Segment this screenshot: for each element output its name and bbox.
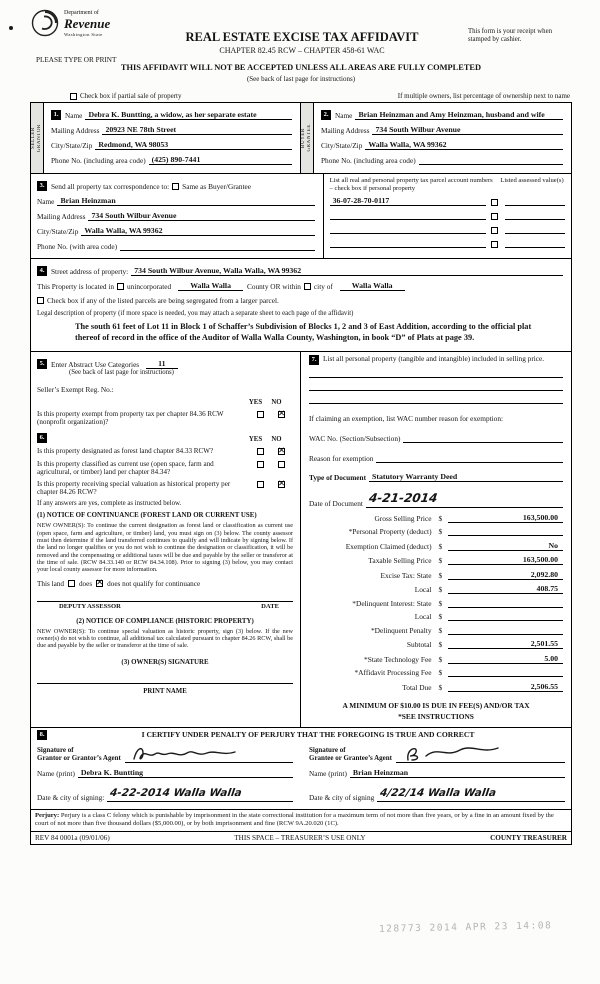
corr-mailing-field[interactable]: 734 South Wilbur Avenue: [88, 211, 314, 221]
minimum-fee-note: A MINIMUM OF $10.00 IS DUE IN FEE(S) AND/OR TAX: [342, 700, 530, 710]
notice2-title: (2) NOTICE OF COMPLIANCE (HISTORIC PROPERTY): [76, 617, 254, 625]
money-label: Excise Tax: State: [380, 570, 432, 580]
section5-see-back: (See back of last page for instructions): [69, 369, 174, 376]
money-row: [309, 668, 563, 677]
this-land-label: This land: [37, 579, 64, 588]
does-not-label: does not qualify for continuance: [107, 579, 201, 588]
dollar-sign: $: [438, 682, 443, 692]
certify-statement: I CERTIFY UNDER PENALTY OF PERJURY THAT THE FOREGOING IS TRUE AND CORRECT: [141, 730, 475, 739]
current-use-question-row: [37, 460, 293, 476]
segregated-label: Check box if any of the listed parcels are being segregated from a larger parcel.: [47, 296, 279, 305]
grantor-name-field[interactable]: Debra K. Buntting: [78, 768, 293, 778]
warning-text: THIS AFFIDAVIT WILL NOT BE ACCEPTED UNLESS ALL AREAS ARE FULLY COMPLETED: [120, 63, 482, 72]
grantor-signature-icon: [131, 744, 251, 764]
no-header: NO: [271, 436, 282, 444]
send-correspondence-label: Send all property tax correspondence to:: [51, 181, 170, 191]
rev-number: REV 84 0001a (09/01/06): [35, 833, 110, 842]
corr-name-field[interactable]: Brian Heinzman: [57, 196, 314, 206]
current-use-yes-checkbox[interactable]: [257, 461, 264, 468]
dollar-sign: $: [438, 541, 443, 551]
buyer-mailing-field[interactable]: 734 South Wilbur Avenue: [372, 125, 563, 135]
grantee-signature-label: Signature of Grantee or Grantee’s Agent: [309, 745, 393, 763]
located-in-label: This Property is located in: [37, 281, 115, 291]
grantor-signature-field[interactable]: [125, 743, 293, 763]
personal-property-checkbox[interactable]: [491, 241, 498, 248]
type-of-document-field[interactable]: Statutory Warranty Deed: [369, 472, 563, 482]
state-technology-fee-field[interactable]: 5.00: [448, 654, 563, 664]
grantee-word: GRANTEE: [307, 124, 312, 152]
money-row: [309, 541, 563, 551]
assessed-value-field[interactable]: [505, 211, 565, 220]
dollar-sign: $: [438, 612, 443, 621]
treasurer-space-label: THIS SPACE – TREASURER’S USE ONLY: [234, 833, 366, 842]
yes-no-header: [51, 436, 293, 443]
personal-property-line[interactable]: [309, 367, 563, 378]
personal-property-label: List all personal property (tangible and intangible) included in selling price.: [323, 354, 545, 363]
assessed-value-field[interactable]: [505, 197, 565, 206]
grantor-signature-label: Signature of Grantor or Grantor’s Agent: [37, 745, 121, 763]
parcel-row: [330, 238, 565, 248]
section3: [31, 173, 571, 258]
dollar-sign: $: [438, 556, 443, 565]
grantor-date-label: Date & city of signing:: [37, 792, 105, 802]
money-label: Exemption Claimed (deduct): [345, 541, 432, 551]
print-name-label: PRINT NAME: [143, 688, 187, 696]
grantee-date-field[interactable]: [377, 783, 565, 802]
exempt-reg-label: Seller’s Exempt Reg. No.:: [37, 385, 114, 394]
perjury-text: Perjury is a class C felony which is punishable by imprisonment in the state correctional institution for a maximum term of not more than five years, or by a fine in an amount fixed by the court of not more than five thousand dollars ($5,000.00), or by both imprisonment and fine (RCW 9A.20.020 (1C).: [35, 811, 554, 827]
yes-header: YES: [248, 436, 263, 444]
form-title: REAL ESTATE EXCISE TAX AFFIDAVIT: [185, 30, 419, 44]
does-not-checkbox[interactable]: [96, 580, 103, 587]
seller-side-label: [31, 103, 44, 173]
grantee-name-label: Name (print): [309, 768, 347, 778]
forest-land-question-text: Is this property designated as forest land chapter 84.33 RCW?: [37, 447, 214, 456]
street-address-label: Street address of property:: [51, 267, 129, 276]
city-of-label: city of: [313, 281, 333, 291]
seller-csz-field[interactable]: Redmond, WA 98053: [95, 140, 292, 150]
deputy-date-labels: [37, 602, 293, 610]
dollar-sign: $: [438, 654, 443, 664]
notice1-title: (1) NOTICE OF CONTINUANCE (FOREST LAND OR CURRENT USE): [37, 512, 257, 520]
abstract-use-field[interactable]: 11: [146, 359, 177, 369]
money-label: *State Technology Fee: [364, 654, 432, 664]
dollar-sign: $: [438, 570, 443, 580]
buyer-name-field[interactable]: Brian Heinzman and Amy Heinzman, husband and wife: [355, 110, 563, 120]
logo-washington-state: Washington State: [64, 31, 103, 37]
segregated-checkbox[interactable]: [37, 297, 44, 304]
corr-csz-label: City/State/Zip: [37, 227, 79, 236]
seller-mailing-field[interactable]: 20923 NE 78th Street: [102, 125, 292, 135]
dollar-sign: $: [438, 527, 443, 536]
affidavit-processing-fee-field[interactable]: [448, 668, 563, 677]
personal-property-deduct-field[interactable]: [448, 527, 563, 536]
dollar-sign: $: [438, 625, 443, 635]
corr-mailing-label: Mailing Address: [37, 212, 86, 221]
section7-badge: 7.: [309, 355, 319, 365]
see-instructions-note: *SEE INSTRUCTIONS: [398, 711, 474, 721]
grantee-date-handwriting: 4/22/14 Walla Walla: [379, 786, 498, 799]
taxable-selling-price-field[interactable]: 163,500.00: [448, 555, 563, 565]
exemption-note: If claiming an exemption, list WAC number reason for exemption:: [309, 414, 503, 423]
subtotal-field[interactable]: 2,501.55: [448, 639, 563, 649]
unincorporated-checkbox[interactable]: [117, 283, 124, 290]
treasurer-stamp: 128773 2014 APR 23 14:08: [378, 920, 553, 935]
dollar-sign: $: [438, 668, 443, 677]
buyer-mailing-label: Mailing Address: [321, 126, 370, 135]
personal-property-checkbox[interactable]: [491, 227, 498, 234]
parcel-number-field[interactable]: [330, 224, 486, 234]
personal-property-checkbox[interactable]: [491, 199, 498, 206]
total-due-field[interactable]: 2,506.55: [448, 682, 563, 692]
seller-csz-label: City/State/Zip: [51, 141, 93, 150]
title-block: [150, 30, 454, 55]
money-row: [309, 626, 563, 635]
notice1-text: NEW OWNER(S): To continue the current designation as forest land or classification as current use (open space, farm and agriculture, or timber) land, you must sign on (3) below. The county assessor must then determine if the land transferred continues to qualify and will indicate by signing below. If the land no longer qualifies or you do not wish to continue the designation or classification, it will be removed and the compensating or additional taxes will be due and payable by the seller or transferor at the time of sale. (RCW 84.33.140 or RCW 84.34.108). Prior to signing (3) below, you may contact your local county assessor for more information.: [37, 522, 293, 574]
reason-label: Reason for exemption: [309, 454, 374, 463]
seller-buyer-row: [31, 103, 571, 173]
exempt-no-checkbox[interactable]: [278, 411, 285, 418]
buyer-grantee-section: [301, 103, 571, 173]
money-label: *Delinquent Interest: State: [352, 598, 432, 608]
owners-signature-title: (3) OWNER(S) SIGNATURE: [121, 659, 209, 667]
money-row: [309, 682, 563, 692]
partial-sale-checkbox[interactable]: [70, 93, 77, 100]
money-label: Local: [414, 585, 432, 594]
seller-phone-label: Phone No. (including area code): [51, 156, 146, 165]
buyer-word: BUYER: [301, 128, 306, 148]
money-row: [309, 599, 563, 608]
form-footer: [31, 831, 571, 844]
assessed-value-field[interactable]: [505, 225, 565, 234]
buyer-name-label: Name: [335, 111, 353, 120]
assessed-header: Listed assessed value(s): [500, 177, 564, 184]
dollar-sign: $: [438, 598, 443, 608]
partial-sale-label: Check box if partial sale of property: [80, 92, 182, 100]
grantee-signature-icon: [402, 744, 512, 764]
type-of-document-label: Type of Document: [309, 473, 367, 482]
historic-question-row: [37, 480, 293, 496]
money-label: Local: [414, 612, 432, 621]
parcel-number-field[interactable]: [330, 238, 486, 248]
top-row: [30, 92, 572, 102]
money-row: [309, 612, 563, 621]
corr-phone-label: Phone No. (with area code): [37, 242, 118, 251]
money-label: Taxable Selling Price: [368, 556, 432, 565]
section5-badge: 5.: [37, 359, 47, 369]
date-label: DATE: [261, 602, 279, 610]
forest-yes-checkbox[interactable]: [257, 448, 264, 455]
grantee-signature-block: [309, 743, 565, 802]
grantor-word: GRANTOR: [37, 123, 42, 153]
logo-revenue: Revenue: [64, 15, 111, 31]
parcel-header: List all real and personal property tax parcel account numbers – check box if personal property: [329, 177, 493, 192]
yes-header: YES: [248, 399, 263, 406]
multiple-owners-note: If multiple owners, list percentage of ownership next to name: [397, 92, 570, 100]
county-treasurer-label: COUNTY TREASURER: [490, 833, 567, 842]
continuance-row: [37, 580, 293, 588]
buyer-side-label: [301, 103, 314, 173]
section6-badge: 6.: [37, 433, 47, 443]
money-row: [309, 513, 563, 523]
left-column: [31, 352, 301, 727]
grantee-date-label: Date & city of signing: [309, 792, 375, 802]
yes-no-header: [37, 399, 293, 406]
money-label: Subtotal: [406, 640, 432, 649]
personal-property-line[interactable]: [309, 393, 563, 404]
does-checkbox[interactable]: [68, 580, 75, 587]
grantor-signature-block: [37, 743, 293, 802]
dollar-sign: $: [438, 513, 443, 523]
date-of-document-field[interactable]: [366, 489, 563, 508]
section3-correspondence: [31, 174, 323, 258]
grantor-date-handwriting: 4-22-2014 Walla Walla: [109, 786, 243, 799]
form-box: [30, 102, 572, 845]
historic-question-text: Is this property receiving special valuation as historical property per chapter 84.26 RCW?: [37, 480, 231, 497]
county-field[interactable]: Walla Walla: [178, 281, 243, 291]
corr-csz-field[interactable]: Walla Walla, WA 99362: [81, 226, 314, 236]
seller-name-label: Name: [65, 111, 83, 120]
seller-grantor-section: [31, 103, 301, 173]
parcel-row: [330, 224, 565, 234]
abstract-use-label: Enter Abstract Use Categories: [51, 359, 140, 369]
forest-no-checkbox[interactable]: [278, 448, 285, 455]
see-back-note: (See back of last page for instructions): [246, 75, 356, 83]
deputy-assessor-signature-line[interactable]: [37, 588, 293, 602]
excise-tax-local-field[interactable]: 408.75: [448, 584, 563, 594]
same-as-buyer-label: Same as Buyer/Grantee: [182, 181, 252, 191]
reason-field[interactable]: [376, 453, 563, 463]
perjury-statement: [31, 809, 571, 831]
dollar-sign: $: [438, 640, 443, 649]
please-type-or-print: PLEASE TYPE OR PRINT: [36, 56, 117, 64]
section7: [301, 352, 571, 727]
current-use-question-text: Is this property classified as current use (open space, farm and agricultural, or timber) land per chapter 84.34?: [37, 459, 214, 476]
parcel-row: [330, 196, 565, 206]
personal-property-line[interactable]: [309, 380, 563, 391]
date-of-document-handwriting: 4-21-2014: [367, 491, 439, 505]
gross-selling-price-field[interactable]: 163,500.00: [448, 513, 563, 523]
no-header: NO: [271, 399, 282, 406]
buyer-phone-field[interactable]: [419, 155, 563, 165]
money-label: *Personal Property (deduct): [348, 527, 432, 536]
historic-no-checkbox[interactable]: [278, 481, 285, 488]
date-of-document-label: Date of Document: [309, 499, 363, 508]
deputy-assessor-label: DEPUTY ASSESSOR: [59, 602, 121, 610]
legal-description-label: Legal description of property (if more space is needed, you may attach a separate sheet to each page of the affidavit): [37, 310, 354, 317]
money-row: [309, 654, 563, 664]
buyer-phone-label: Phone No. (including area code): [321, 156, 416, 165]
current-use-no-checkbox[interactable]: [278, 461, 285, 468]
city-field[interactable]: Walla Walla: [340, 281, 405, 291]
section2-badge: 2.: [321, 110, 331, 120]
county-or-label: County OR within: [247, 281, 301, 291]
exempt-question-row: [37, 410, 293, 426]
grantor-date-field[interactable]: [107, 783, 293, 802]
exempt-question-text: Is this property exempt from property tax per chapter 84.36 RCW (nonprofit organization)?: [37, 410, 224, 427]
historic-yes-checkbox[interactable]: [257, 481, 264, 488]
dor-logo-text: [64, 10, 110, 37]
notice2-text: NEW OWNER(S): To continue special valuation as historic property, sign (3) below. If the new owner(s) do not wish to continue, all additional tax calculated pursuant to chapter 84.26 RCW, shall be due and payable by the seller or transferor at the time of sale.: [37, 627, 293, 650]
corr-phone-field[interactable]: [120, 241, 315, 251]
parcel-number-field[interactable]: 36-07-28-70-0117: [330, 196, 486, 206]
scan-artifact-dot: [9, 26, 13, 30]
grantee-name-field[interactable]: Brian Heinzman: [350, 768, 565, 778]
perjury-lead: Perjury:: [35, 811, 60, 819]
same-as-buyer-checkbox[interactable]: [172, 183, 179, 190]
logo-department-of: Department of: [64, 9, 99, 16]
section8-badge: 8.: [37, 730, 47, 740]
forest-land-question-row: [37, 447, 293, 455]
seller-word: SELLER: [31, 127, 36, 149]
money-label: Total Due: [402, 682, 432, 692]
section8: [31, 727, 571, 809]
money-row: [309, 584, 563, 594]
money-label: *Delinquent Penalty: [370, 625, 432, 635]
buyer-csz-label: City/State/Zip: [321, 141, 363, 150]
delinquent-penalty-field[interactable]: [448, 626, 563, 635]
section4: [31, 258, 571, 351]
section1-badge: 1.: [51, 110, 61, 120]
street-address-field[interactable]: 734 South Wilbur Avenue, Walla Walla, WA 99362: [131, 266, 563, 276]
unincorporated-label: unincorporated: [127, 281, 172, 291]
section3-parcels: [323, 174, 571, 258]
does-label: does: [78, 579, 93, 588]
section4-badge: 4.: [37, 266, 47, 276]
dollar-sign: $: [438, 585, 443, 594]
form-chapter: CHAPTER 82.45 RCW – CHAPTER 458-61 WAC: [219, 46, 385, 55]
delinquent-interest-state-field[interactable]: [448, 599, 563, 608]
section3-badge: 3.: [37, 181, 47, 191]
corr-name-label: Name: [37, 197, 55, 206]
seller-phone-field[interactable]: (425) 890-7441: [149, 155, 292, 165]
assessed-value-field[interactable]: [505, 239, 565, 248]
money-label: *Affidavit Processing Fee: [354, 668, 432, 677]
money-row: [309, 555, 563, 565]
exempt-yes-checkbox[interactable]: [257, 411, 264, 418]
seller-mailing-label: Mailing Address: [51, 126, 100, 135]
grantor-name-label: Name (print): [37, 768, 75, 778]
owners-signature-line[interactable]: [37, 666, 293, 684]
money-row: [309, 527, 563, 536]
exemption-claimed-field[interactable]: No: [448, 541, 563, 551]
money-label: Gross Selling Price: [374, 513, 432, 523]
wac-label: WAC No. (Section/Subsection): [309, 434, 401, 443]
city-checkbox[interactable]: [304, 283, 311, 290]
parcel-row: [330, 210, 565, 220]
legal-description-text: The south 61 feet of Lot 11 in Block 1 of Schaffer’s Subdivision of Blocks 1, 2 and 3 of East Addition, according to the official plat thereof of record in the office of the Auditor of Walla Walla County, Washington, in book “D” of Plats at page 39.: [75, 322, 532, 342]
grantee-signature-field[interactable]: [396, 743, 565, 763]
receipt-note: This form is your receipt when stamped by cashier.: [468, 28, 552, 44]
parcel-number-field[interactable]: [330, 210, 486, 220]
money-row: [309, 639, 563, 649]
personal-property-checkbox[interactable]: [491, 213, 498, 220]
any-yes-note: If any answers are yes, complete as instructed below.: [37, 500, 182, 508]
wac-field[interactable]: [403, 433, 563, 443]
buyer-csz-field[interactable]: Walla Walla, WA 99362: [365, 140, 563, 150]
form-header: [30, 6, 572, 92]
delinquent-interest-local-field[interactable]: [448, 612, 563, 621]
dor-logo: [30, 8, 110, 38]
excise-tax-state-field[interactable]: 2,092.80: [448, 570, 563, 580]
seller-name-field[interactable]: Debra K. Buntting, a widow, as her separate estate: [85, 110, 292, 120]
middle-columns: [31, 351, 571, 727]
money-row: [309, 570, 563, 580]
dor-swirl-icon: [30, 8, 60, 38]
